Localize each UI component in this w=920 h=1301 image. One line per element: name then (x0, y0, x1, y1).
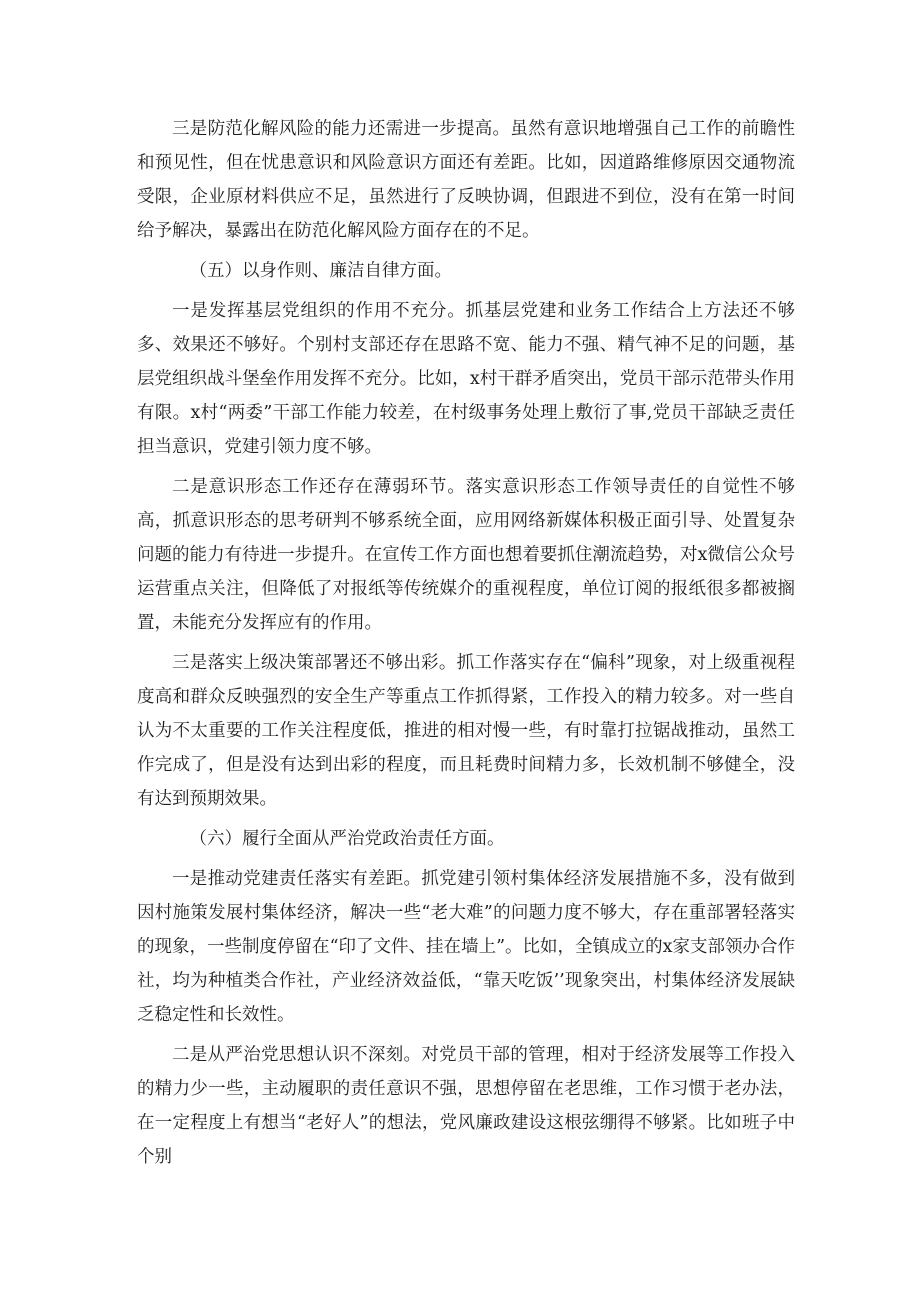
section-heading: （五）以身作则、廉洁自律方面。 (189, 261, 452, 281)
section-heading: （六）履行全面从严治党政治责任方面。 (189, 829, 505, 849)
paragraph: 三是防范化解风险的能力还需进一步提高。虽然有意识地增强自己工作的前瞻性和预见性，但在忧患意识和风险意识方面还有差距。比如，因道路维修原因交通物流受限，企业原材料供应不足，虽然进行了反映协调，但跟进不到位，没有在第一时间给予解决，暴露出在防范化解风险方面存在的不足。 (137, 119, 795, 241)
paragraph: 三是落实上级决策部署还不够出彩。抓工作落实存在“偏科”现象，对上级重视程度高和群众反映强烈的安全生产等重点工作抓得紧，工作投入的精力较多。对一些自认为不太重要的工作关注程度低，推进的相对慢一些，有时靠打拉锯战推动，虽然工作完成了，但是没有达到出彩的程度，而且耗费时间精力多，长效机制不够健全，没有达到预期效果。 (137, 653, 795, 809)
paragraph: 一是推动党建责任落实有差距。抓党建引领村集体经济发展措施不多，没有做到因村施策发展村集体经济，解决一些“老大难”的问题力度不够大，存在重部署轻落实的现象，一些制度停留在“印了文件、挂在墙上”。比如，全镇成立的x家支部领办合作社，均为种植类合作社，产业经济效益低，“靠天吃饭’’现象突出，村集体经济发展缺乏稳定性和长效性。 (137, 869, 795, 1025)
document-body (137, 112, 795, 1180)
paragraph: 二是从严治党思想认识不深刻。对党员干部的管理，相对于经济发展等工作投入的精力少一些，主动履职的责任意识不强，思想停留在老思维，工作习惯于老办法，在一定程度上有想当“老好人”的想法，党风廉政建设这根弦绷得不够紧。比如班子中个别 (137, 1045, 795, 1167)
paragraph: 一是发挥基层党组织的作用不充分。抓基层党建和业务工作结合上方法还不够多、效果还不够好。个别村支部还存在思路不宽、能力不强、精气神不足的问题，基层党组织战斗堡垒作用发挥不充分。比如，x村干群矛盾突出，党员干部示范带头作用有限。x村“两委”干部工作能力较差，在村级事务处理上敷衍了事,党员干部缺乏责任担当意识，党建引领力度不够。 (137, 301, 795, 457)
paragraph: 二是意识形态工作还存在薄弱环节。落实意识形态工作领导责任的自觉性不够高，抓意识形态的思考研判不够系统全面，应用网络新媒体积极正面引导、处置复杂问题的能力有待进一步提升。在宣传工作方面也想着要抓住潮流趋势，对x微信公众号运营重点关注，但降低了对报纸等传统媒介的重视程度，单位订阅的报纸很多都被搁置，未能充分发挥应有的作用。 (137, 477, 795, 633)
